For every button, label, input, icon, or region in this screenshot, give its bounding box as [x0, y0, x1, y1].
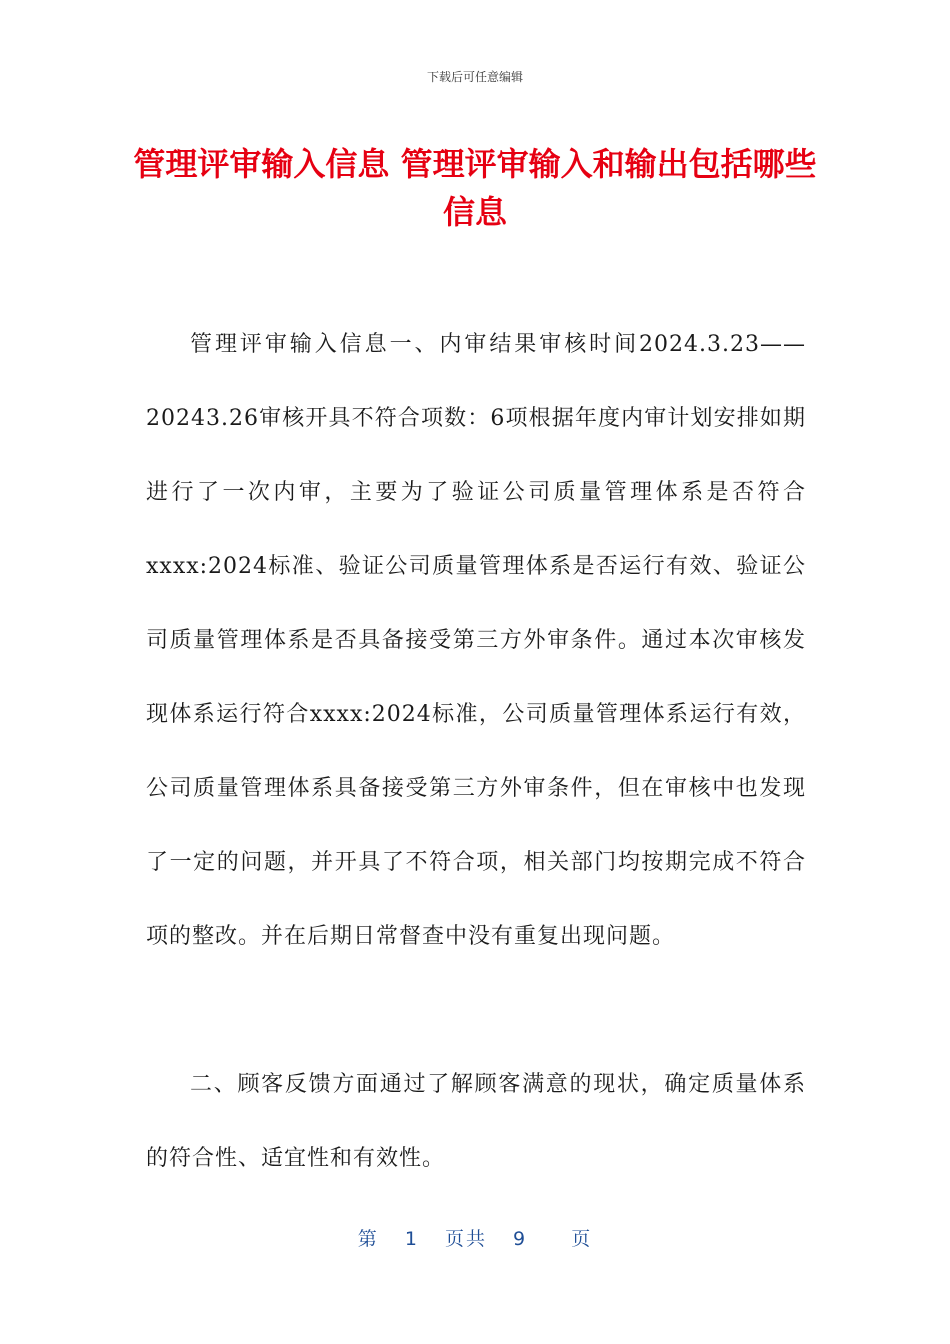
header-note: 下载后可任意编辑: [426, 70, 523, 84]
paragraph-internal-audit: 管理评审输入信息一、内审结果审核时间2024.3.23——20243.26审核开具不符合项数：6项根据年度内审计划安排如期进行了一次内审，主要为了验证公司质量管理体系是否符合xxxx:2024标准、验证公司质量管理体系是否运行有效、验证公司质量管理体系是否具备接受第三方外审条件。通过本次审核发现体系运行符合xxxx:2024标准，公司质量管理体系运行有效，公司质量管理体系具备接受第三方外审条件，但在审核中也发现了一定的问题，并开具了不符合项，相关部门均按期完成不符合项的整改。并在后期日常督查中没有重复出现问题。: [146, 332, 806, 949]
document-body: [146, 308, 806, 1196]
total-page-number: 9: [513, 1228, 528, 1250]
page-suffix: 页: [571, 1228, 593, 1250]
current-page-number: 1: [404, 1228, 419, 1250]
page-prefix: 第: [357, 1228, 379, 1250]
page-counter: [0, 1224, 950, 1251]
page-middle: 页共: [444, 1228, 487, 1250]
document-title: 管理评审输入信息 管理评审输入和输出包括哪些信息: [133, 145, 817, 231]
paragraph-customer-feedback: 二、顾客反馈方面通过了解顾客满意的现状，确定质量体系的符合性、适宜性和有效性。: [146, 1072, 806, 1171]
